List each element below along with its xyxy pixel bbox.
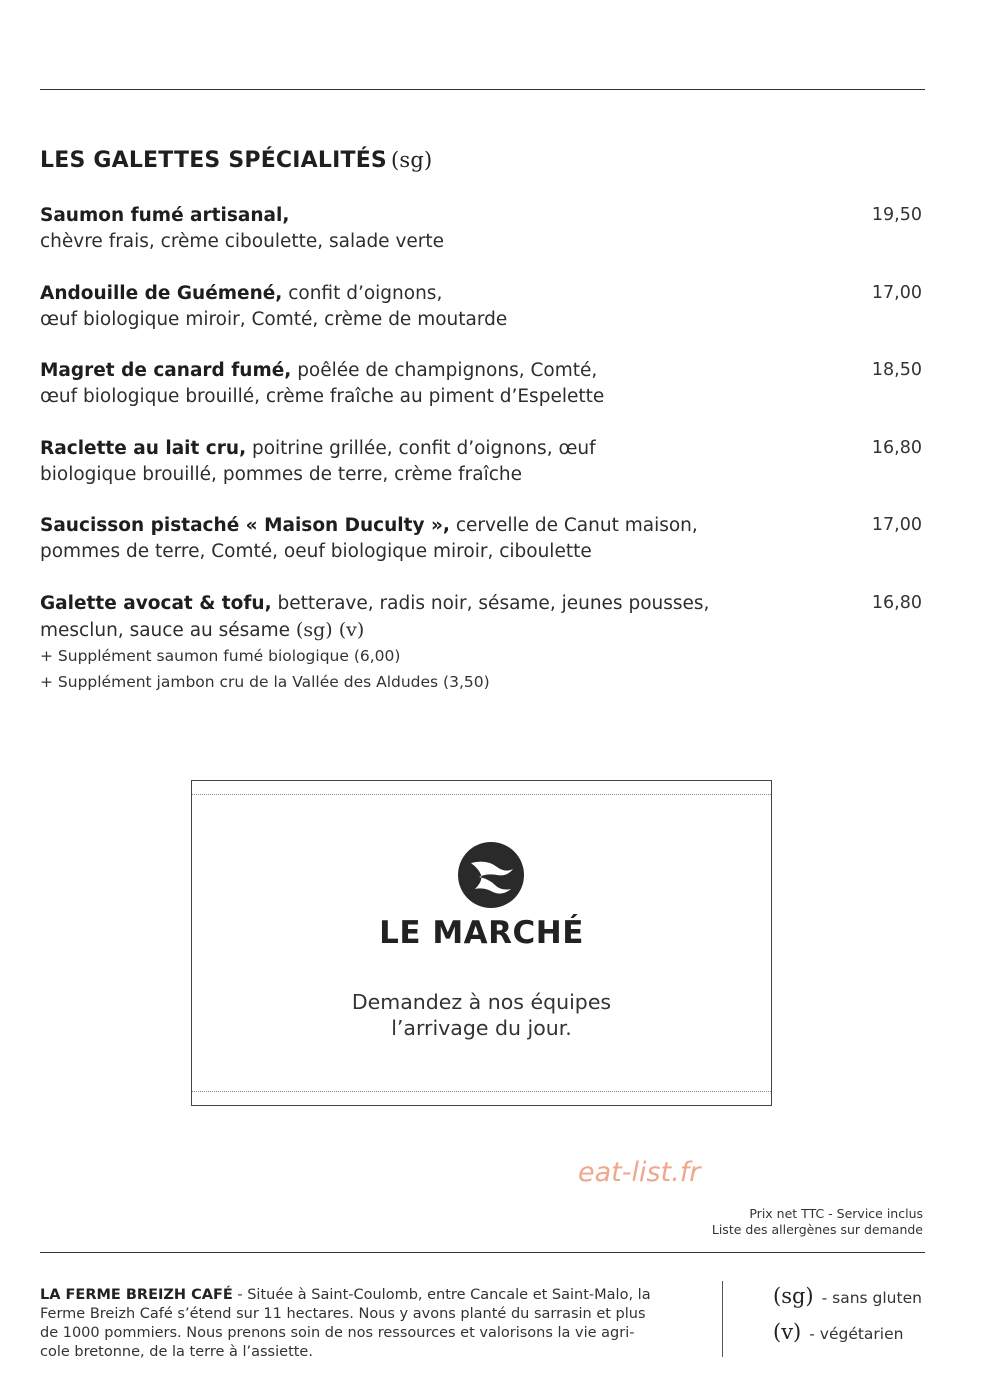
item-name: Raclette au lait cru, [40, 437, 247, 459]
gluten-free-tag: (sg) [390, 148, 433, 172]
price-note: Prix net TTC - Service inclus Liste des allergènes sur demande [711, 1206, 923, 1237]
menu-item: Raclette au lait cru, poitrine grillée, confit d’oignons, œuf biologique brouillé, pommes de terre, crème fraîche 16,80 [40, 437, 922, 485]
supplement-line: + Supplément saumon fumé biologique (6,00) [40, 647, 401, 665]
item-price: 16,80 [871, 592, 922, 613]
footer-title: LA FERME BREIZH CAFÉ [40, 1287, 233, 1303]
item-name: Magret de canard fumé, [40, 360, 292, 381]
item-name: Saucisson pistaché « Maison Duculty », [40, 515, 450, 536]
diet-tags: (sg) (v) [295, 618, 365, 641]
market-box [191, 780, 772, 1106]
item-price: 16,80 [871, 437, 922, 458]
item-price: 19,50 [871, 205, 922, 225]
item-name: Galette avocat & tofu, [40, 592, 272, 614]
dotted-rule [192, 1091, 771, 1092]
footer-about: LA FERME BREIZH CAFÉ - Située à Saint-Coulomb, entre Cancale et Saint-Malo, la Ferme Breizh Café s’étend sur 11 hectares. Nous y avons planté du sarrasin et plus de 1000 pommiers. Nous prenons soin de nos ressources et valorisons la vie agri- cole bretonne, de la terre à l’assiette. [40, 1287, 651, 1360]
menu-list [40, 203, 925, 695]
item-name: Saumon fumé artisanal, [40, 205, 290, 226]
menu-item: Saucisson pistaché « Maison Duculty », cervelle de Canut maison, pommes de terre, Comté, oeuf biologique miroir, ciboulette 17,00 [40, 515, 922, 562]
supplement-line: + Supplément jambon cru de la Vallée des Aldudes (3,50) [40, 673, 490, 691]
menu-item: Magret de canard fumé, poêlée de champignons, Comté, œuf biologique brouillé, crème fraîche au piment d’Espelette 18,50 [40, 360, 922, 407]
legend-gluten-free: (sg) - sans gluten [773, 1284, 922, 1308]
menu-item: Andouille de Guémené, confit d’oignons, œuf biologique miroir, Comté, crème de moutarde 17,00 [40, 282, 922, 330]
dotted-rule [192, 794, 771, 795]
market-message: Demandez à nos équipes l’arrivage du jour. [351, 990, 612, 1040]
footer-separator [722, 1281, 723, 1357]
menu-item: Galette avocat & tofu, betterave, radis noir, sésame, jeunes pousses, mesclun, sauce au sésame (sg) (v) 16,80 [40, 592, 922, 641]
legend-vegetarian: (v) - végétarien [773, 1320, 904, 1344]
menu-item: Saumon fumé artisanal, chèvre frais, crème ciboulette, salade verte 19,50 [40, 205, 922, 252]
item-name: Andouille de Guémené, [40, 282, 283, 304]
item-price: 18,50 [871, 360, 922, 380]
top-divider [40, 89, 925, 90]
le-marche-logo-icon [457, 841, 525, 909]
section-title: LES GALETTES SPÉCIALITÉS (sg) [40, 148, 433, 173]
item-price: 17,00 [871, 515, 922, 535]
item-price: 17,00 [871, 282, 922, 303]
bottom-divider [40, 1252, 925, 1253]
watermark: eat-list.fr [578, 1157, 701, 1188]
brand-name: LE MARCHÉ [379, 915, 584, 951]
